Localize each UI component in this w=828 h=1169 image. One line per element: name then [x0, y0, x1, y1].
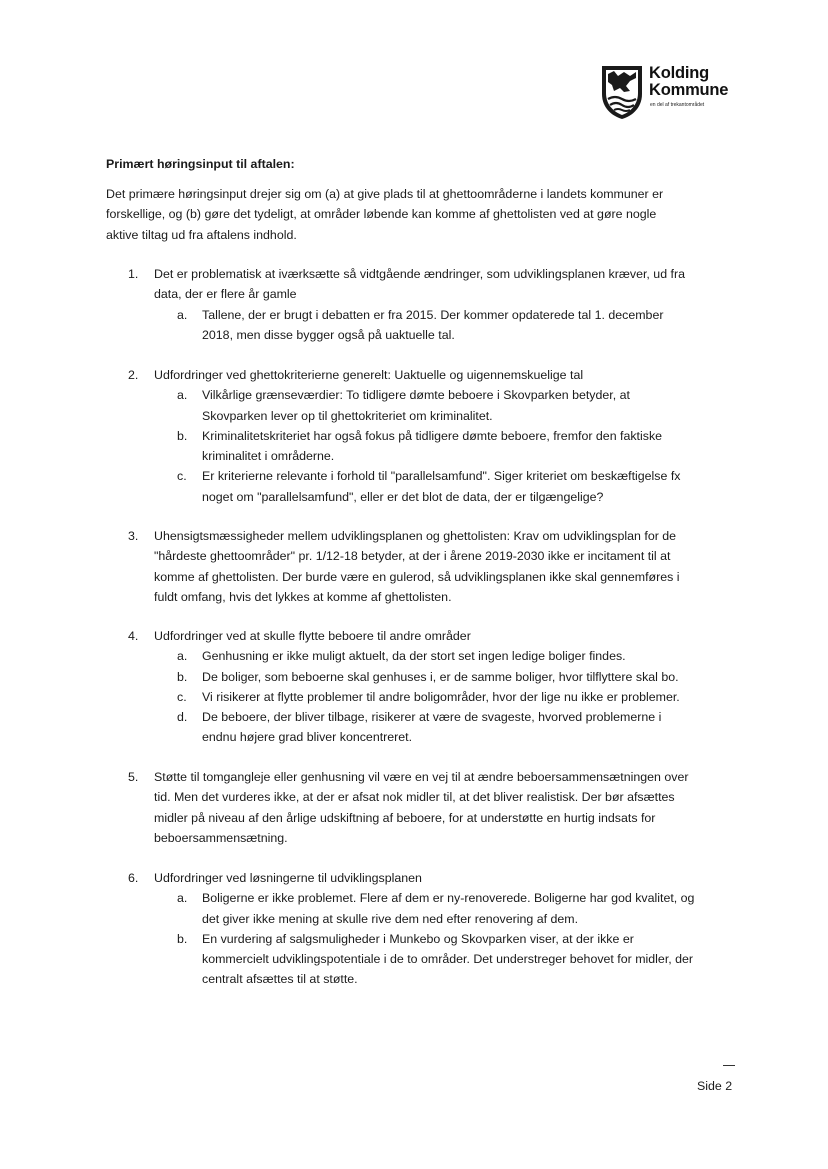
sub-letter: c. — [177, 689, 187, 704]
intro-line: forskellige, og (b) gøre det tydeligt, at områder løbende kan komme af ghettolisten ved at gøre nogle — [106, 207, 657, 222]
item-line: Udfordringer ved at skulle flytte beboere til andre områder — [154, 629, 471, 643]
sub-line: Vilkårlige grænseværdier: To tidligere dømte beboere i Skovparken betyder, at — [202, 388, 630, 403]
list-number: 2. — [128, 368, 139, 382]
sub-letter: c. — [177, 469, 187, 484]
sub-item — [128, 687, 748, 707]
kolding-kommune-logo — [600, 64, 740, 124]
sub-line: De boliger, som beboerne skal genhuses i, er de samme boliger, hvor tilflyttere skal bo. — [202, 669, 679, 684]
item-line: tid. Men det vurderes ikke, at der er afsat nok midler til, at det bliver realistisk. Der bør afsættes — [154, 790, 675, 805]
item-line: beboersammensætning. — [154, 830, 288, 845]
sub-item — [128, 426, 748, 467]
item-line: Udfordringer ved ghettokriterierne generelt: Uaktuelle og uigennemskuelige tal — [154, 368, 584, 382]
sub-line: Vi risikerer at flytte problemer til andre boligområder, hvor der lige nu ikke er problemer. — [202, 689, 680, 704]
page-number: Side 2 — [697, 1079, 733, 1093]
sub-line: centralt afsættes til at støtte. — [202, 972, 358, 987]
sub-item — [128, 305, 748, 346]
sub-line: Er kriterierne relevante i forhold til "parallelsamfund". Siger kriteriet om beskæftigelse fx — [202, 469, 681, 484]
sub-line: Genhusning er ikke muligt aktuelt, da der stort set ingen ledige boliger findes. — [202, 649, 626, 664]
list-item-6 — [128, 868, 748, 990]
sub-line: 2018, men disse bygger også på uaktuelle tal. — [202, 327, 455, 342]
sub-line: Tallene, der er brugt i debatten er fra 2015. Der kommer opdaterede tal 1. december — [202, 307, 664, 322]
section-heading: Primært høringsinput til aftalen: — [106, 157, 295, 171]
item-line: "hårdeste ghettoområder" pr. 1/12-18 betyder, at der i årene 2019-2030 ikke er incitament til at — [154, 549, 671, 564]
logo-wordmark — [649, 65, 728, 99]
item-line: data, der er flere år gamle — [154, 287, 297, 302]
sub-item — [128, 888, 748, 929]
sub-line: kriminalitet i områderne. — [202, 449, 335, 464]
sub-letter: b. — [177, 669, 188, 684]
item-line: midler på niveau af den årlige udskiftning af beboere, for at understøtte en hurtig indsats for — [154, 810, 656, 825]
list-item-1 — [128, 264, 748, 345]
sub-line: det giver ikke mening at skulle rive dem ned efter renovering af dem. — [202, 911, 579, 926]
logo-tagline: en del af trekantområdet — [650, 102, 705, 108]
sub-line: noget om "parallelsamfund", eller er det blot de data, der er tilgængelige? — [202, 489, 604, 504]
kolding-coat-of-arms-icon — [600, 64, 644, 120]
sub-line: endnu højere grad bliver koncentreret. — [202, 730, 413, 745]
list-number: 1. — [128, 267, 139, 281]
sub-letter: b. — [177, 931, 188, 946]
sub-letter: a. — [177, 307, 188, 322]
sub-item — [128, 707, 748, 748]
sub-item — [128, 466, 748, 507]
sub-line: Boligerne er ikke problemet. Flere af dem er ny-renoverede. Boligerne har god kvalitet, og — [202, 891, 695, 906]
sub-item — [128, 667, 748, 687]
item-line: fuldt omfang, hvis det lykkes at komme af ghettolisten. — [154, 589, 452, 604]
list-number: 5. — [128, 770, 139, 784]
list-item-3 — [128, 526, 748, 607]
sub-line: De beboere, der bliver tilbage, risikerer at være de svageste, hvorved problemerne i — [202, 710, 662, 725]
sub-line: Skovparken lever op til ghettokriteriet om kriminalitet. — [202, 408, 493, 423]
sub-letter: a. — [177, 891, 188, 906]
item-line: Støtte til tomgangleje eller genhusning vil være en vej til at ændre beboersammensætningen over — [154, 770, 689, 784]
sub-line: kommercielt udviklingspotentiale i de to områder. Det understreger behovet for midler, der — [202, 952, 694, 967]
intro-paragraph — [106, 184, 736, 245]
list-item-5 — [128, 767, 748, 848]
list-number: 3. — [128, 529, 139, 543]
sub-letter: a. — [177, 649, 188, 664]
item-line: Uhensigtsmæssigheder mellem udviklingsplanen og ghettolisten: Krav om udviklingsplan for de — [154, 529, 677, 543]
logo-name-line2: Kommune — [649, 81, 729, 99]
footer-divider — [723, 1065, 735, 1066]
sub-item — [128, 385, 748, 426]
sub-letter: d. — [177, 710, 188, 725]
item-line: komme af ghettolisten. Der burde være en gulerod, så udviklingsplanen ikke skal gennemføres i — [154, 569, 680, 584]
sub-letter: b. — [177, 428, 188, 443]
item-line: Udfordringer ved løsningerne til udviklingsplanen — [154, 871, 422, 885]
item-line: Det er problematisk at iværksætte så vidtgående ændringer, som udviklingsplanen kræver, ud fra — [154, 267, 685, 281]
list-number: 6. — [128, 871, 139, 885]
sub-line: En vurdering af salgsmuligheder i Munkebo og Skovparken viser, at der ikke er — [202, 931, 634, 946]
intro-line: Det primære høringsinput drejer sig om (a) at give plads til at ghettoområderne i landets kommuner er — [106, 187, 664, 201]
sub-item — [128, 646, 748, 666]
sub-letter: a. — [177, 388, 188, 403]
intro-line: aktive tiltag ud fra aftalens indhold. — [106, 227, 297, 242]
list-item-4 — [128, 626, 748, 748]
list-item-2 — [128, 365, 748, 507]
list-number: 4. — [128, 629, 139, 643]
sub-line: Kriminalitetskriteriet har også fokus på tidligere dømte beboere, fremfor den faktiske — [202, 428, 663, 443]
sub-item — [128, 929, 748, 990]
logo-name-line1: Kolding — [649, 64, 709, 82]
